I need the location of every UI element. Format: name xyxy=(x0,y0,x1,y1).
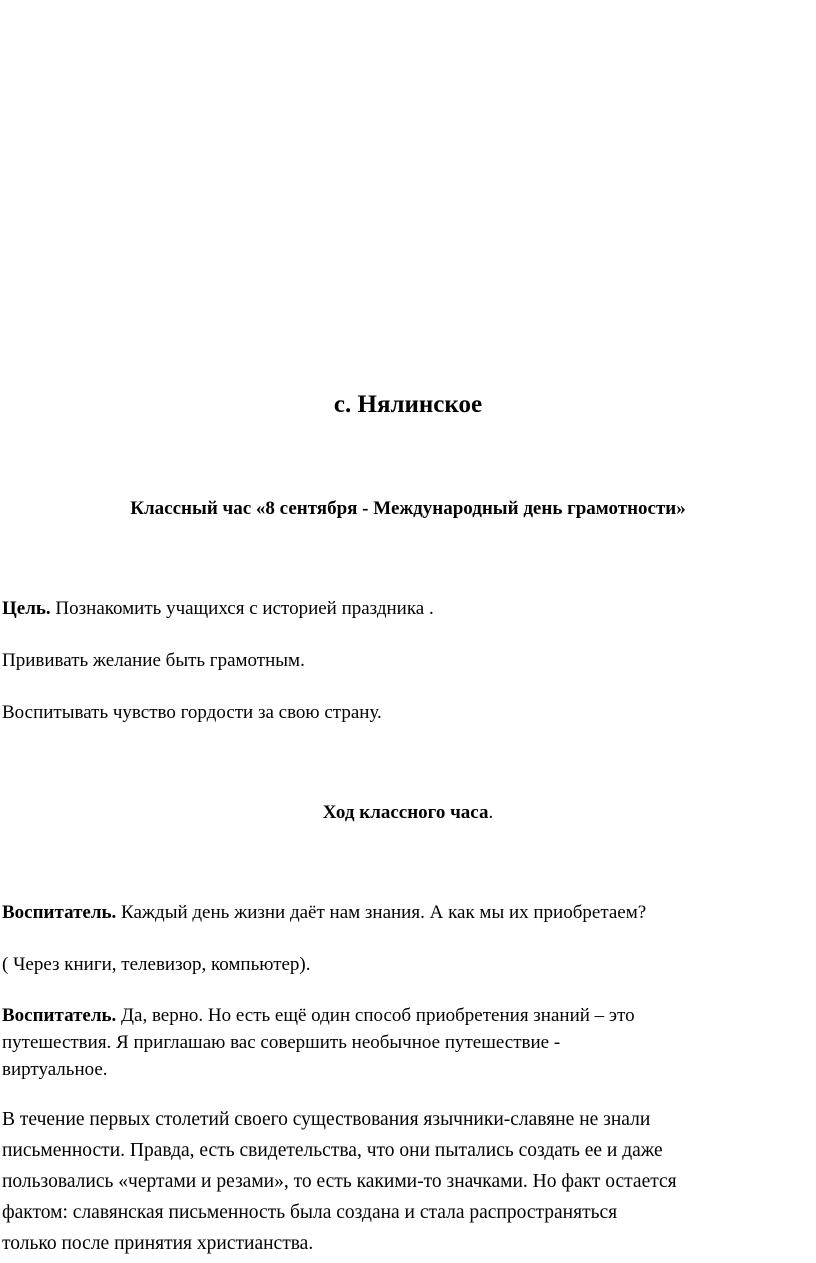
section-heading xyxy=(0,800,816,826)
paragraph-2: ( Через книги, телевизор, компьютер). xyxy=(2,954,311,975)
paragraph-1 xyxy=(2,900,646,926)
section-heading-dot: . xyxy=(488,802,494,823)
paragraph-4-line-1: В течение первых столетий своего существования язычники-славяне не знали xyxy=(2,1109,651,1130)
paragraph-4-line-5: только после принятия христианства. xyxy=(2,1233,314,1254)
goal-line-2: Прививать желание быть грамотным. xyxy=(2,650,305,671)
section-heading-text: Ход классного часа xyxy=(322,802,489,823)
goal-line-3: Воспитывать чувство гордости за свою страну. xyxy=(2,702,382,723)
paragraph-4-line-2: письменности. Правда, есть свидетельства, что они пытались создать ее и даже xyxy=(2,1140,663,1161)
goal-paragraph xyxy=(2,596,434,622)
speaker-label: Воспитатель. xyxy=(2,1005,117,1026)
village-name: с. Нялинское xyxy=(333,391,483,418)
paragraph-4 xyxy=(2,1104,816,1259)
document-title: Классный час «8 сентября - Международный день грамотности» xyxy=(130,498,686,519)
goal-label: Цель. xyxy=(2,598,51,619)
speaker-label: Воспитатель. xyxy=(2,902,117,923)
paragraph-4-line-3: пользовались «чертами и резами», то есть какими-то значками. Но факт остается xyxy=(2,1171,677,1192)
paragraph-3-line-1: Да, верно. Но есть ещё один способ приобретения знаний – это xyxy=(116,1005,635,1026)
paragraph-1-text: Каждый день жизни даёт нам знания. А как мы их приобретаем? xyxy=(116,902,647,923)
paragraph-3-line-3: виртуальное. xyxy=(2,1059,108,1080)
paragraph-3-line-2: путешествия. Я приглашаю вас совершить необычное путешествие - xyxy=(2,1032,561,1053)
goal-text: Познакомить учащихся с историей праздника . xyxy=(50,598,434,619)
paragraph-4-line-4: фактом: славянская письменность была создана и стала распространяться xyxy=(2,1202,618,1223)
paragraph-3 xyxy=(2,1002,814,1083)
